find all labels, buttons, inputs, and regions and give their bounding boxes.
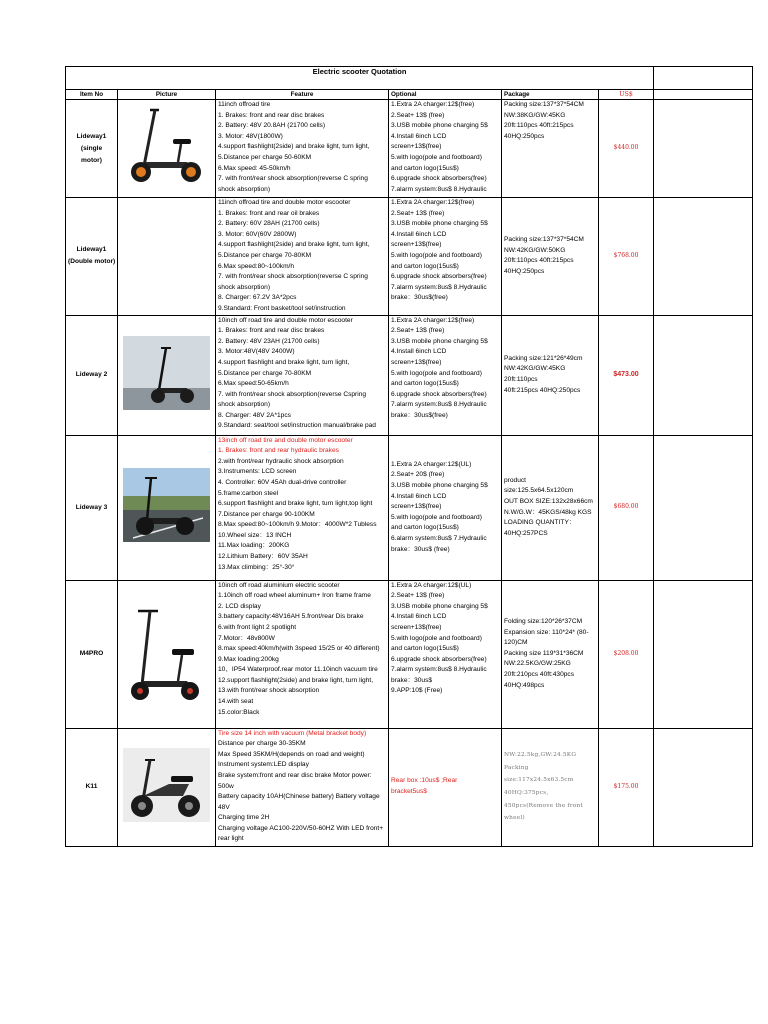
ebike-photo-image xyxy=(123,748,210,822)
product-picture xyxy=(118,580,216,728)
blank-cell xyxy=(654,435,753,580)
item-name: Lideway1 (Double motor) xyxy=(66,198,118,316)
header-feature: Feature xyxy=(216,90,389,100)
optional-list: Rear box :10us$ ;Rear bracket5us$ xyxy=(389,728,502,846)
table-row xyxy=(66,315,753,435)
blank-cell xyxy=(654,315,753,435)
blank-cell xyxy=(654,198,753,316)
package-info: Packing size:137*37*54CM NW:42KG/GW:50KG 20ft:110pcs 40ft:215pcs 40HQ:250pcs xyxy=(502,198,599,316)
feature-list: Tire size 14 inch with vacuum (Metal bracket body) Distance per charge 30-35KM Max Speed 35KM/H(depends on road and weight) Instrument system:LED display Brake system:front and rear disc brake Motor power: 500w Battery capacity 10AH(Chinese battery) Battery voltage 48V Charging time 2H Charging voltage AC100-220V/50-60HZ With LED front+ rear light xyxy=(216,728,389,846)
feature-list: 11inch offroad tire 1. Brakes: front and rear disc brakes 2. Battery: 48V 20.8AH (21700 cells) 3. Motor: 48V(1800W) 4.support flashlight(2side) and brake light, turn light, 5.Distance per charge 50-60KM 6.Max speed: 45-50km/h 7. with front/rear shock absorption(reverse C spring shock absorption) xyxy=(216,100,389,198)
price-cell: $440.00 xyxy=(599,100,654,198)
price-cell: $473.00 xyxy=(599,315,654,435)
optional-list: 1.Extra 2A charger:12$(free) 2.Seat+ 13$ (free) 3.USB mobile phone charging 5$ 4.Install 6inch LCD screen+13$(free) 5.with logo(pole and footboard) and carton logo(15us$) 6.upgrade shock absorbers(free) 7.alarm system:8us$ 8.Hydraulic xyxy=(389,100,502,198)
scooter-photo-image xyxy=(123,336,210,410)
product-picture xyxy=(118,100,216,198)
blank-cell xyxy=(654,728,753,846)
blank-cell xyxy=(654,90,753,100)
blank-cell xyxy=(654,580,753,728)
feature-list: 11inch offroad tire and double motor escooter 1. Brakes: front and rear oil brakes 2. Battery: 60V 28AH (21700 cells) 3. Motor: 60V(60V 2800W) 4.support flashlight(2side) and brake light, turn light, 5.Distance per charge 70-80KM 6.Max speed:80~100km/h 7. with front/rear shock absorption(reverse C spring shock absorption) 8. Charger: 67.2V 3A*2pcs 9.Standard: Front basket/tool set/instruction xyxy=(216,198,389,316)
header-price: US$ xyxy=(599,90,654,100)
optional-list: 1.Extra 2A charger:12$(free) 2.Seat+ 13$ (free) 3.USB mobile phone charging 5$ 4.Install 6inch LCD screen+13$(free) 5.with logo(pole and footboard) and carton logo(15us$) 6.upgrade shock absorbers(free) 7.alarm system:8us$ 8.Hydraulic brake：30us$(free) xyxy=(389,315,502,435)
table-row xyxy=(66,198,753,316)
header-picture: Picture xyxy=(118,90,216,100)
scooter-seated-image xyxy=(126,597,208,707)
feature-list: 10inch off road tire and double motor escooter 1. Brakes: front and rear disc brakes 2. Battery: 48V 23AH (21700 cells) 3. Motor:48V(48V 2400W) 4.support flashlight and brake light, turn light, 5.Distance per charge 70-80KM 6.Max speed:50-65km/h 7. with front/rear shock absorption(reverse Cspring shock absorption) 8. Charger: 48V 2A*1pcs 9.Standard: seat/tool set/instruction manual/brake pad xyxy=(216,315,389,435)
header-optional: Optional xyxy=(389,90,502,100)
table-row xyxy=(66,580,753,728)
optional-list: 1.Extra 2A charger:12$(free) 2.Seat+ 13$ (free) 3.USB mobile phone charging 5$ 4.Install 6inch LCD screen+13$(free) 5.with logo(pole and footboard) and carton logo(15us$) 6.upgrade shock absorbers(free) 7.alarm system:8us$ 8.Hydraulic brake：30us$(free) xyxy=(389,198,502,316)
package-info: Folding size:120*26*37CM Expansion size: 110*24* (80- 120)CM Packing size 119*31*36CM NW:22.5KG/GW:25KG 20ft:210pcs 40ft:430pcs 40HQ:498pcs xyxy=(502,580,599,728)
product-picture xyxy=(118,435,216,580)
item-name: Lideway 3 xyxy=(66,435,118,580)
item-name: Lideway1 (single motor) xyxy=(66,100,118,198)
product-picture xyxy=(118,728,216,846)
scooter-outdoor-photo-image xyxy=(123,468,210,542)
table-row xyxy=(66,728,753,846)
table-row xyxy=(66,435,753,580)
product-picture xyxy=(118,315,216,435)
header-item-no: Item No xyxy=(66,90,118,100)
blank-cell xyxy=(654,67,753,90)
feature-list: 10inch off road aluminium electric scooter 1.10inch off road wheel aluminum+ Iron frame frame 2. LCD display 3.battery capacity:48V16AH 5.front/rear Dis brake 6.with front light 2 spotlight 7.Motor：48v800W 8.max speed:40km/h(with 3speed 15/25 or 40 different) 9.Max loading:200kg 10、IP54 Waterproof.rear motor 11.10inch vacuum tire 12.support flashlight(2side) and brake light, turn light, 13.with front/rear shock absorption 14.with seat 15.color:Black xyxy=(216,580,389,728)
product-picture xyxy=(118,198,216,316)
price-cell: $768.00 xyxy=(599,198,654,316)
header-package: Package xyxy=(502,90,599,100)
item-name: K11 xyxy=(66,728,118,846)
optional-list: 1.Extra 2A charger:12$(UL) 2.Seat+ 20$ (free) 3.USB mobile phone charging 5$ 4.Install 6inch LCD screen+13$(free) 5.with logo(pole and footboard) and carton logo(15us$) 6.alarm system:8us$ 7.Hydraulic brake：30us$ (free) xyxy=(389,435,502,580)
package-info: NW:22.5kg,GW:24.5KG Packing size:117x24.5x63.5cm 40HQ:375pcs, 450pcs(Remove the front wheel) xyxy=(502,728,599,846)
price-cell: $208.00 xyxy=(599,580,654,728)
item-name: M4PRO xyxy=(66,580,118,728)
optional-list: 1.Extra 2A charger:12$(UL) 2.Seat+ 13$ (free) 3.USB mobile phone charging 5$ 4.Install 6inch LCD screen+13$(free) 5.with logo(pole and footboard) and carton logo(15us$) 6.upgrade shock absorbers(free) 7.alarm system:8us$ 8.Hydraulic brake：30us$ 9.APP:10$ (Free) xyxy=(389,580,502,728)
package-info: Packing size:121*26*49cm NW:42KG/GW:45KG 20ft:110pcs 40ft:215pcs 40HQ:250pcs xyxy=(502,315,599,435)
table-row xyxy=(66,100,753,198)
quotation-table xyxy=(65,66,753,847)
scooter-offroad-image xyxy=(126,100,208,192)
package-info: Packing size:137*37*54CM NW:38KG/GW:45KG 20ft:110pcs 40ft:215pcs 40HQ:250pcs xyxy=(502,100,599,198)
table-title: Electric scooter Quotation xyxy=(66,67,654,90)
blank-cell xyxy=(654,100,753,198)
feature-list: 13inch off road tire and double motor escooter 1. Brakes: front and rear hydraulic brakes 2.with front/rear hydraulic shock absorption 3.Instruments: LCD screen 4. Controller: 60V 45Ah dual-drive controller 5.frame:carbon steel 6.support flashlight and brake light, turn light,top light 7.Distance per charge 90-100KM 8.Max speed:80~100km/h 9.Motor：4000W*2 Tubless 10.Wheel size：13 INCH 11.Max loading：200KG 12.Lithium Battery：60V 35AH 13.Max climbing：25°-30° xyxy=(216,435,389,580)
price-cell: $680.00 xyxy=(599,435,654,580)
item-name: Lideway 2 xyxy=(66,315,118,435)
package-info: product size:125.5x64.5x120cm OUT BOX SIZE:132x28x66cm N.W/G.W：45KGS/48kg KGS LOADING QUANTITY： 40HQ:257PCS xyxy=(502,435,599,580)
price-cell: $175.00 xyxy=(599,728,654,846)
